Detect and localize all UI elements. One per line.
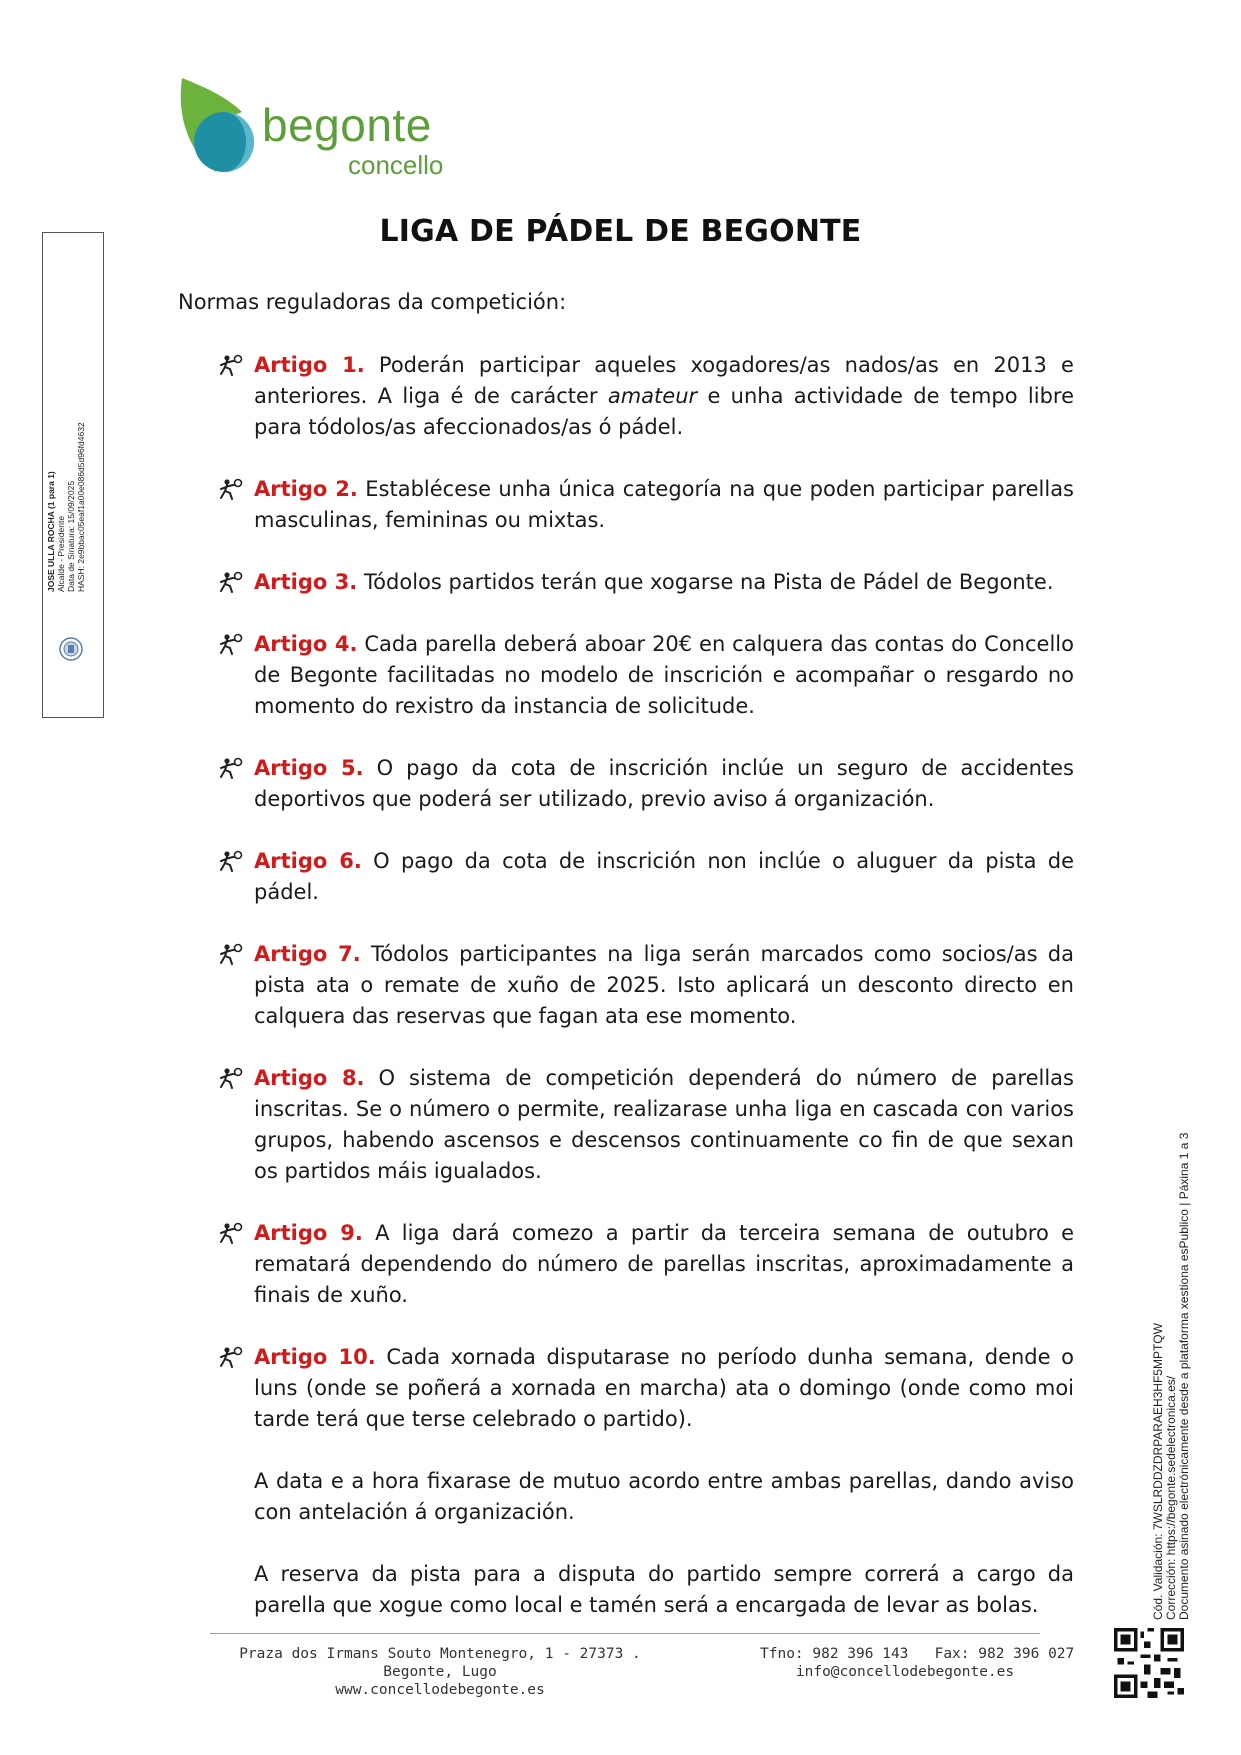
article-item bbox=[218, 753, 1074, 815]
article-label: Artigo 4. bbox=[254, 632, 358, 656]
padel-player-icon bbox=[218, 850, 244, 872]
article-text: Poderán participar aqueles xogadores/as nados/as en 2013 e anteriores. A liga é de carácter amateur e unha actividade de tempo libre para tódolos/as afeccionados/as ó pádel. bbox=[254, 353, 1075, 439]
article-paragraph bbox=[254, 474, 1074, 536]
seal-icon bbox=[58, 636, 84, 662]
footer-email-link[interactable]: info@concellodebegonte.es bbox=[795, 1664, 1015, 1680]
footer-address: Praza dos Irmans Souto Montenegro, 1 - 27373 . Begonte, Lugo bbox=[239, 1646, 641, 1680]
padel-player-icon bbox=[218, 1222, 244, 1244]
article-label: Artigo 7. bbox=[254, 942, 361, 966]
footer-address-block bbox=[210, 1645, 670, 1699]
signature-role: Alcalde - Presidente bbox=[56, 515, 66, 592]
article-paragraph bbox=[254, 1063, 1074, 1187]
validation-code: Cód. Validación: 7WSLRDDZDRPARAEH3HF5MPTQW bbox=[1151, 1323, 1165, 1620]
page-title: LIGA DE PÁDEL DE BEGONTE bbox=[379, 214, 862, 249]
validation-url: Corrección: https://begonte.sedelectronica.es/ bbox=[1164, 1375, 1178, 1620]
footer-contact-block bbox=[760, 1645, 1075, 1681]
article-label: Artigo 6. bbox=[254, 849, 362, 873]
validation-doc: Documento asinado electrónicamente desde a plataforma xestiona esPublico | Páxina 1 a 3 bbox=[1177, 1132, 1191, 1620]
concello-logo bbox=[176, 76, 476, 186]
article-paragraph bbox=[254, 1559, 1074, 1621]
intro-text: Normas reguladoras da competición: bbox=[178, 290, 567, 314]
padel-player-icon bbox=[218, 757, 244, 779]
padel-player-icon bbox=[218, 571, 244, 593]
article-item bbox=[218, 629, 1074, 722]
article-paragraph bbox=[254, 629, 1074, 722]
logo-brand-text: begonte bbox=[262, 99, 432, 151]
article-item bbox=[218, 846, 1074, 908]
article-item bbox=[218, 567, 1074, 598]
article-label: Artigo 1. bbox=[254, 353, 365, 377]
validation-text bbox=[1152, 1100, 1191, 1620]
padel-player-icon bbox=[218, 1346, 244, 1368]
article-text: Establécese unha única categoría na que poden participar parellas masculinas, femininas ou mixtas. bbox=[254, 477, 1075, 532]
article-label: Artigo 5. bbox=[254, 756, 364, 780]
qr-code-icon bbox=[1114, 1628, 1184, 1698]
footer-web-link[interactable]: www.concellodebegonte.es bbox=[335, 1682, 545, 1698]
footer-phones: Tfno: 982 396 143 Fax: 982 396 027 bbox=[760, 1646, 1075, 1662]
article-text: A data e a hora fixarase de mutuo acordo entre ambas parellas, dando aviso con antelación á organización. bbox=[254, 1469, 1074, 1524]
article-text: O sistema de competición dependerá do número de parellas inscritas. Se o número o permite, realizarase unha liga en cascada con varios grupos, habendo ascensos e descensos continuamente co fin de que sexan os partidos máis igualados. bbox=[254, 1066, 1074, 1183]
articles-list bbox=[218, 350, 1074, 1652]
article-text: O pago da cota de inscrición inclúe un seguro de accidentes deportivos que poderá ser utilizado, previo aviso á organización. bbox=[254, 756, 1074, 811]
article-label: Artigo 2. bbox=[254, 477, 358, 501]
padel-player-icon bbox=[218, 478, 244, 500]
footer-divider bbox=[210, 1633, 1040, 1634]
article-item bbox=[218, 474, 1074, 536]
padel-player-icon bbox=[218, 633, 244, 655]
article-label: Artigo 3. bbox=[254, 570, 358, 594]
article-text: A liga dará comezo a partir da terceira semana de outubro e rematará dependendo do número de parellas inscritas, aproximadamente a finais de xuño. bbox=[254, 1221, 1074, 1307]
padel-player-icon bbox=[218, 1067, 244, 1089]
article-text: Tódolos partidos terán que xogarse na Pista de Pádel de Begonte. bbox=[363, 570, 1054, 594]
article-text: Cada parella deberá aboar 20€ en calquera das contas do Concello de Begonte facilitadas no modelo de inscrición e acompañar o resgardo no momento do rexistro da instancia de solicitude. bbox=[254, 632, 1074, 718]
leaf-logo-icon bbox=[176, 76, 266, 186]
article-item bbox=[218, 1218, 1074, 1311]
article-text: Tódolos participantes na liga serán marcados como socios/as da pista ata o remate de xuño de 2025. Isto aplicará un desconto directo en calquera das reservas que fagan ata ese momento. bbox=[254, 942, 1074, 1028]
padel-player-icon bbox=[218, 354, 244, 376]
article-item bbox=[218, 350, 1074, 443]
article-item bbox=[218, 1342, 1074, 1621]
article-paragraph bbox=[254, 1466, 1074, 1528]
signature-date: Data de Sinatura: 15/09/2025 bbox=[66, 480, 76, 592]
article-label: Artigo 9. bbox=[254, 1221, 363, 1245]
article-item bbox=[218, 1063, 1074, 1187]
logo-sub-text: concello bbox=[348, 150, 444, 180]
article-paragraph bbox=[254, 753, 1074, 815]
article-text: O pago da cota de inscrición non inclúe o aluguer da pista de pádel. bbox=[254, 849, 1074, 904]
article-item bbox=[218, 939, 1074, 1032]
article-text: A reserva da pista para a disputa do partido sempre correrá a cargo da parella que xogue como local e tamén será a encargada de levar as bolas. bbox=[254, 1562, 1074, 1617]
article-paragraph bbox=[254, 567, 1074, 598]
padel-player-icon bbox=[218, 943, 244, 965]
article-paragraph bbox=[254, 1342, 1074, 1435]
signature-text bbox=[46, 372, 86, 592]
article-paragraph bbox=[254, 939, 1074, 1032]
article-text: Cada xornada disputarase no período dunha semana, dende o luns (onde se poñerá a xornada en marcha) ata o domingo (onde como moi tarde terá que terse celebrado o partido). bbox=[254, 1345, 1074, 1431]
signature-name: JOSE ULLA ROCHA (1 para 1) bbox=[46, 471, 56, 592]
article-paragraph bbox=[254, 1218, 1074, 1311]
article-label: Artigo 10. bbox=[254, 1345, 376, 1369]
article-paragraph bbox=[254, 350, 1074, 443]
article-label: Artigo 8. bbox=[254, 1066, 365, 1090]
signature-hash: HASH: 2e9bbac05eaf1a00e086d5d96fd4632 bbox=[76, 422, 86, 592]
article-paragraph bbox=[254, 846, 1074, 908]
